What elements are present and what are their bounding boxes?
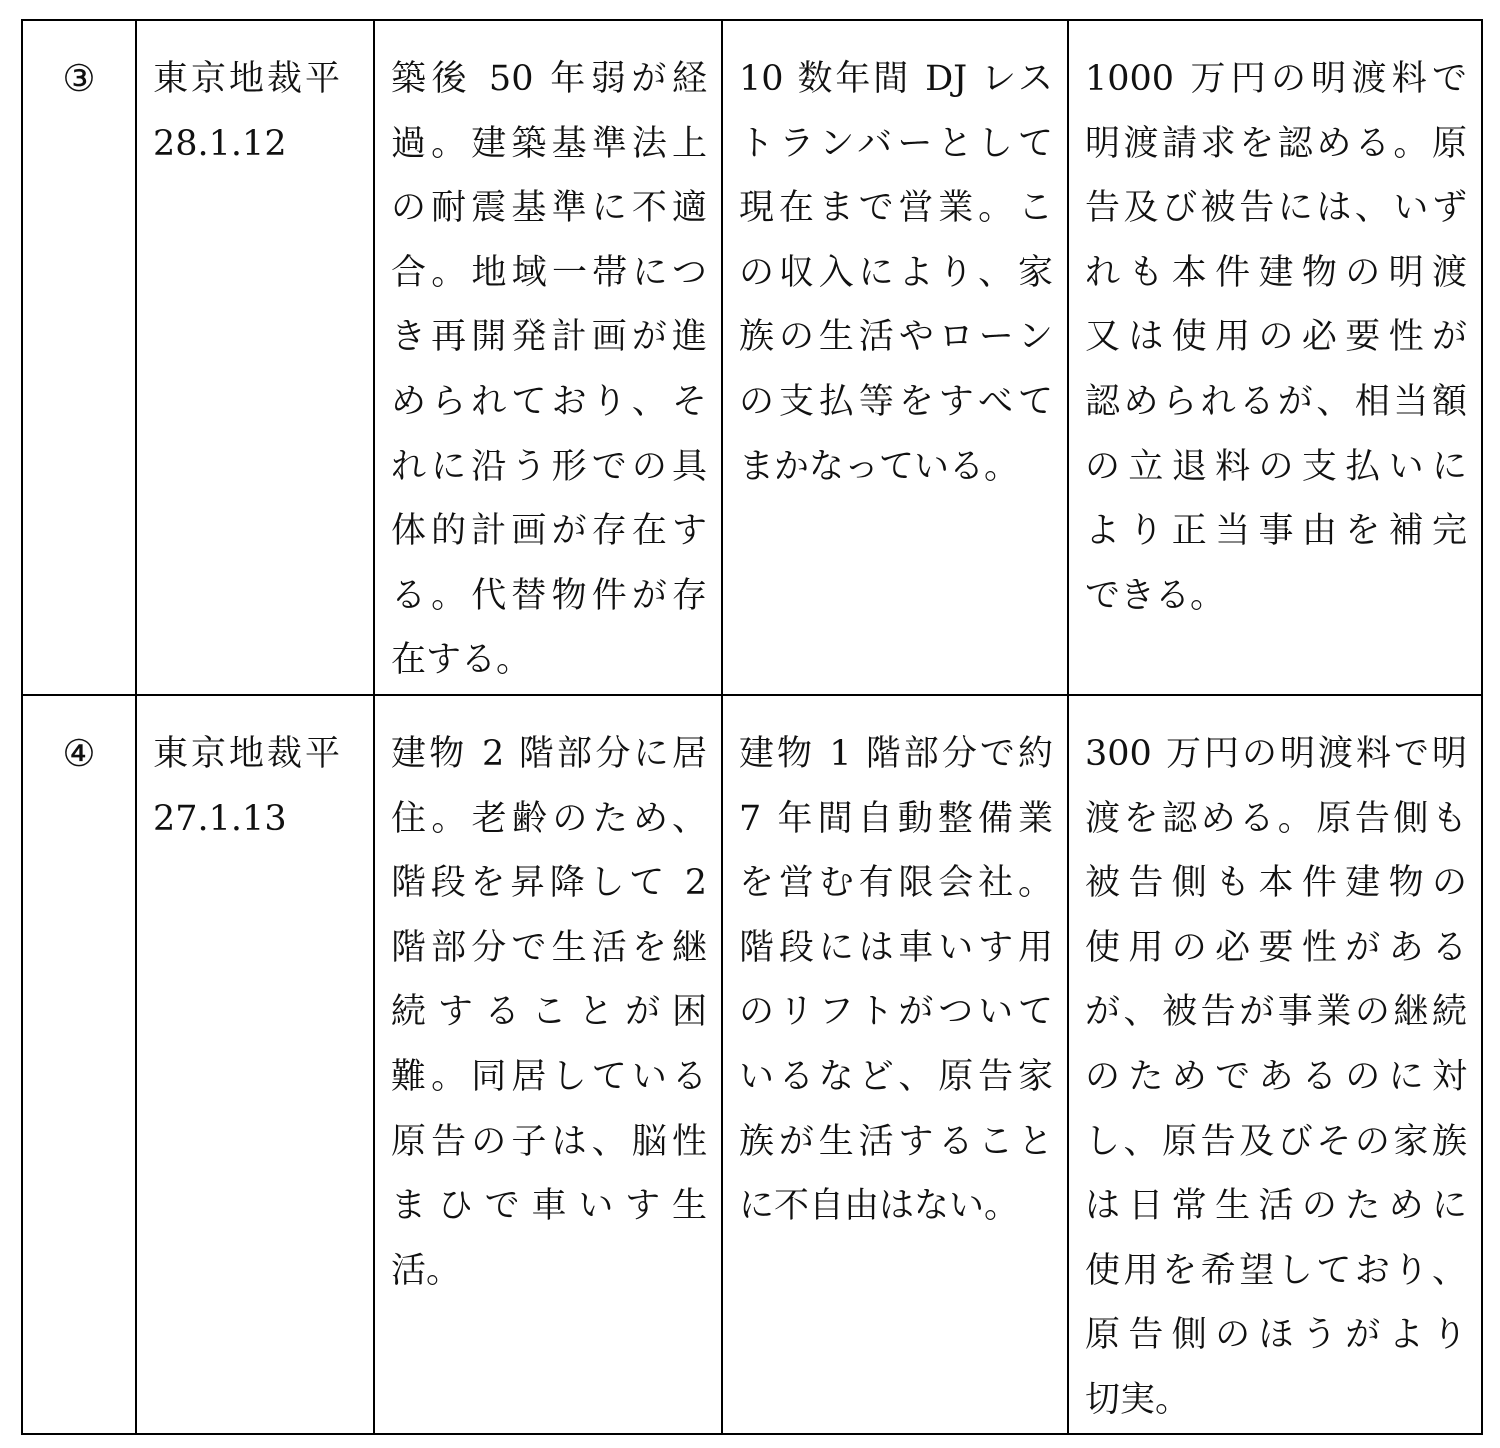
text-line: れに沿う形での具 — [391, 446, 707, 487]
text-line: まかなっている。 — [739, 446, 1020, 487]
text-line: 難。同居している — [391, 1056, 707, 1097]
case-table — [21, 19, 1483, 1435]
text-line: 階段を昇降して 2 — [391, 863, 707, 904]
text-line: のリフトがついて — [739, 992, 1053, 1033]
text-line: の支払等をすべて — [739, 381, 1053, 422]
table-row-case-4 — [22, 695, 1482, 1434]
text-line: し、原告及びその家族 — [1085, 1121, 1467, 1162]
text-line: 認められるが、相当額 — [1085, 381, 1467, 422]
text-line: を営む有限会社。 — [739, 863, 1053, 904]
judgment-date: 27.1.13 — [153, 798, 287, 839]
judgment-cell — [1068, 20, 1482, 695]
text-line: いるなど、原告家 — [739, 1056, 1053, 1097]
landlord-circumstances-cell — [374, 20, 722, 695]
text-line: 在する。 — [391, 640, 532, 681]
text-line: に不自由はない。 — [739, 1186, 1020, 1227]
text-line: 住。老齢のため、 — [391, 798, 707, 839]
text-line: 明渡請求を認める。原 — [1085, 123, 1467, 164]
text-line: 階部分で生活を継 — [391, 927, 707, 968]
text-line: 7 年間自動整備業 — [739, 798, 1053, 839]
text-line: 使用を希望しており、 — [1085, 1250, 1467, 1291]
text-line: 被告側も本件建物の — [1085, 863, 1467, 904]
case-number-cell — [22, 20, 136, 695]
court-date-cell — [136, 20, 374, 695]
court-date-cell — [136, 695, 374, 1434]
tenant-circumstances-cell — [722, 695, 1068, 1434]
text-line: まひで車いす生 — [391, 1186, 707, 1227]
text-line: 築後 50 年弱が経 — [391, 59, 707, 99]
text-line: 合。地域一帯につ — [391, 252, 707, 293]
text-line: れも本件建物の明渡 — [1085, 252, 1467, 293]
text-line: の立退料の支払いに — [1085, 446, 1467, 487]
text-line: 渡を認める。原告側も — [1085, 798, 1467, 839]
text-line: 原告の子は、脳性 — [391, 1121, 707, 1162]
text-line: は日常生活のために — [1085, 1186, 1467, 1227]
text-line: 族が生活すること — [739, 1121, 1053, 1162]
text-line: められており、そ — [391, 381, 707, 422]
text-line: のためであるのに対 — [1085, 1056, 1467, 1097]
text-line: 活。 — [391, 1250, 462, 1291]
landlord-circumstances-cell — [374, 695, 722, 1434]
text-line: 告及び被告には、いず — [1085, 188, 1467, 229]
text-line: より正当事由を補完 — [1085, 511, 1467, 552]
text-line: が、被告が事業の継続 — [1085, 992, 1467, 1033]
text-line: の耐震基準に不適 — [391, 188, 707, 229]
text-line: 10 数年間 DJ レス — [739, 59, 1053, 99]
text-line: 建物 1 階部分で約 — [739, 734, 1053, 774]
text-line: 族の生活やローン — [739, 317, 1053, 358]
text-line: 階段には車いす用 — [739, 927, 1053, 968]
text-line: 300 万円の明渡料で明 — [1085, 734, 1467, 774]
text-line: 現在まで営業。こ — [739, 188, 1053, 229]
text-line: 原告側のほうがより — [1085, 1315, 1467, 1356]
text-line: 建物 2 階部分に居 — [391, 734, 707, 774]
text-line: き再開発計画が進 — [391, 317, 707, 358]
text-line: 又は使用の必要性が — [1085, 317, 1467, 358]
table-row-case-3 — [22, 20, 1482, 695]
court-name: 東京地裁平 — [153, 59, 344, 99]
court-name: 東京地裁平 — [153, 734, 344, 774]
text-line: 続することが困 — [391, 992, 707, 1033]
text-line: できる。 — [1085, 575, 1226, 616]
text-line: 過。建築基準法上 — [391, 123, 707, 164]
judgment-date: 28.1.12 — [153, 123, 287, 164]
text-line: 使用の必要性がある — [1085, 927, 1467, 968]
text-line: トランバーとして — [739, 123, 1053, 164]
case-number-cell — [22, 695, 136, 1434]
text-line: の収入により、家 — [739, 252, 1053, 293]
text-line: 切実。 — [1085, 1379, 1191, 1420]
text-line: 1000 万円の明渡料で — [1085, 59, 1467, 99]
case-number: ③ — [62, 57, 96, 100]
text-line: 体的計画が存在す — [391, 511, 707, 552]
tenant-circumstances-cell — [722, 20, 1068, 695]
case-number: ④ — [62, 732, 96, 775]
text-line: る。代替物件が存 — [391, 575, 707, 616]
judgment-cell — [1068, 695, 1482, 1434]
